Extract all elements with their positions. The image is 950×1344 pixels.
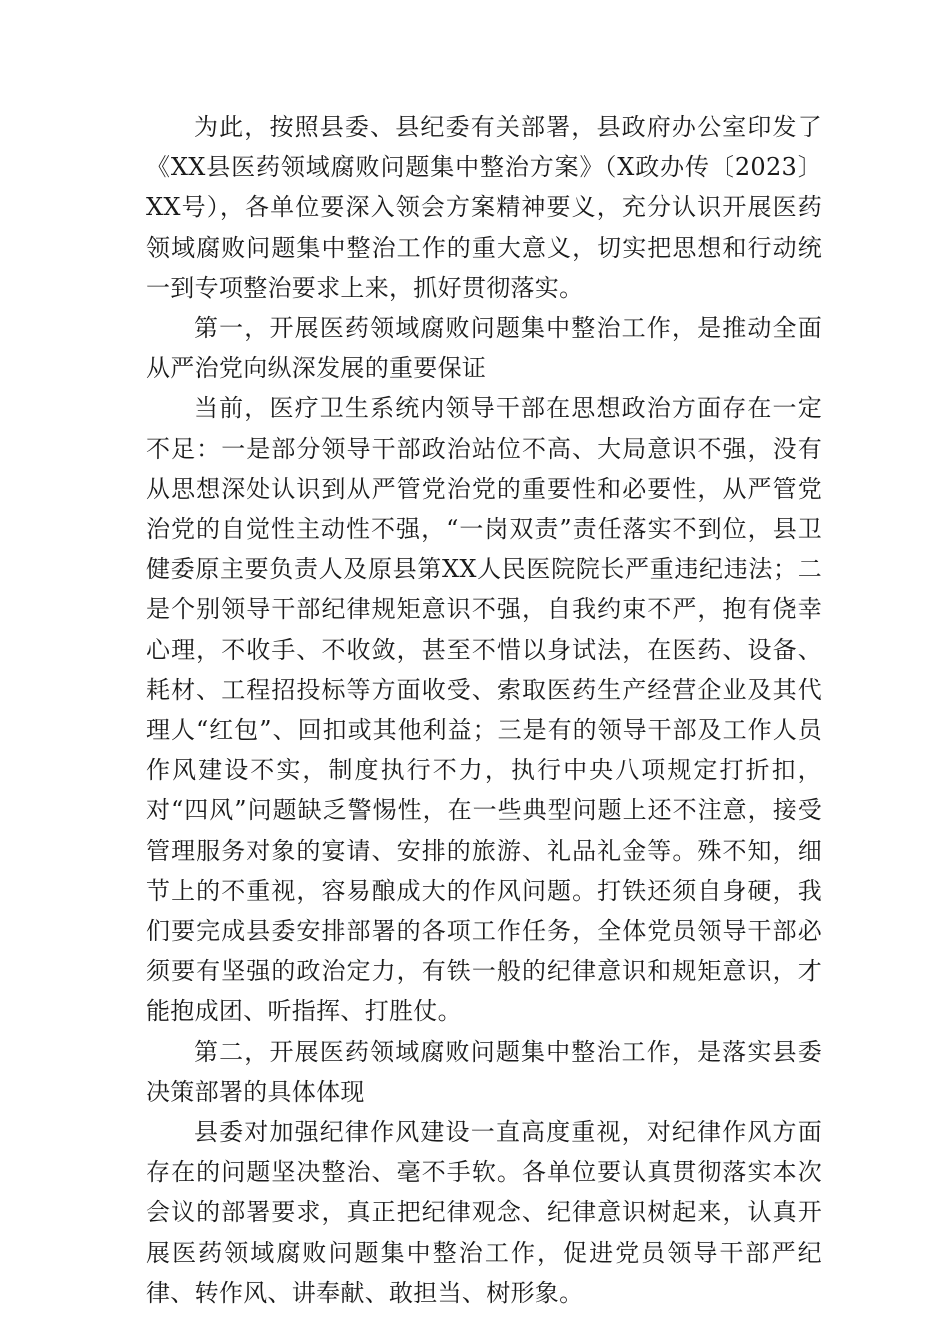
section-heading-second: 第二，开展医药领域腐败问题集中整治工作，是落实县委决策部署的具体体现	[146, 1037, 822, 1106]
section-heading-first: 第一，开展医药领域腐败问题集中整治工作，是推动全面从严治党向纵深发展的重要保证	[146, 314, 822, 383]
paragraph-first-body: 当前，医疗卫生系统内领导干部在思想政治方面存在一定不足：一是部分领导干部政治站位不高、大局意识不强，没有从思想深处认识到从严管党治党的重要性和必要性，从严管党治党的自觉性主动性不强，“一岗双责”责任落实不到位，县卫健委原主要负责人及原县第XX人民医院院长严重违纪违法；二是个别领导干部纪律规矩意识不强，自我约束不严，抱有侥幸心理，不收手、不收敛，甚至不惜以身试法，在医药、设备、耗材、工程招投标等方面收受、索取医药生产经营企业及其代理人“红包”、回扣或其他利益；三是有的领导干部及工作人员作风建设不实，制度执行不力，执行中央八项规定打折扣，对“四风”问题缺乏警惕性，在一些典型问题上还不注意，接受管理服务对象的宴请、安排的旅游、礼品礼金等。殊不知，细节上的不重视，容易酿成大的作风问题。打铁还须自身硬，我们要完成县委安排部署的各项工作任务，全体党员领导干部必须要有坚强的政治定力，有铁一般的纪律意识和规矩意识，才能抱成团、听指挥、打胜仗。	[146, 394, 822, 1026]
paragraph-second-body: 县委对加强纪律作风建设一直高度重视，对纪律作风方面存在的问题坚决整治、毫不手软。各单位要认真贯彻落实本次会议的部署要求，真正把纪律观念、纪律意识树起来，认真开展医药领域腐败问题集中整治工作，促进党员领导干部严纪律、转作风、讲奉献、敢担当、树形象。	[146, 1118, 822, 1307]
document-body	[146, 107, 822, 1313]
paragraph-intro: 为此，按照县委、县纪委有关部署，县政府办公室印发了《XX县医药领域腐败问题集中整治方案》（X政办传〔2023〕XX号），各单位要深入领会方案精神要义，充分认识开展医药领域腐败问题集中整治工作的重大意义，切实把思想和行动统一到专项整治要求上来，抓好贯彻落实。	[146, 113, 822, 302]
